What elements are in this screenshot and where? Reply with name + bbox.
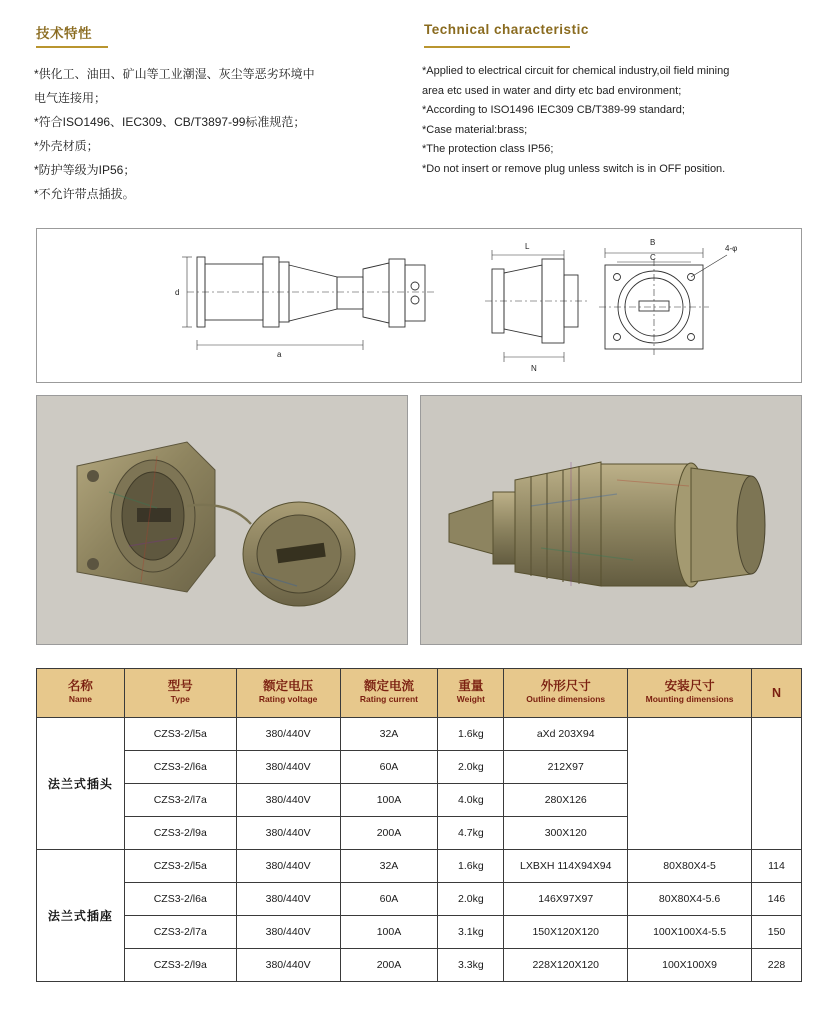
cell-current: 100A <box>340 784 438 817</box>
cell-outline: 150X120X120 <box>504 916 628 949</box>
cell-voltage: 380/440V <box>236 817 340 850</box>
section-title-en: Technical characteristic <box>424 22 589 37</box>
table-row <box>37 718 802 751</box>
spec-line-en: area etc used in water and dirty etc bad environment; <box>422 84 682 97</box>
drawing-label-L: L <box>525 242 530 251</box>
cell-type: CZS3-2/l9a <box>124 817 236 850</box>
specification-table <box>36 668 802 982</box>
photo-content-socket <box>37 396 407 644</box>
cell-current: 200A <box>340 817 438 850</box>
drawing-label-holes: 4-φ <box>725 244 738 253</box>
cell-current: 100A <box>340 916 438 949</box>
column-header-mounting: 安装尺寸 Mounting dimensions <box>628 669 752 718</box>
cell-weight: 1.6kg <box>438 850 504 883</box>
column-header-voltage: 额定电压 Rating voltage <box>236 669 340 718</box>
spec-line-en: *The protection class IP56; <box>422 143 554 155</box>
spec-list-en <box>422 62 800 179</box>
table-row <box>37 883 802 916</box>
column-header-n: N <box>752 669 802 718</box>
spec-list-cn <box>34 62 394 206</box>
cell-type: CZS3-2/l7a <box>124 784 236 817</box>
drawing-label-C: C <box>650 253 656 262</box>
product-photo-plug <box>420 395 802 645</box>
cell-mounting: 100X100X9 <box>628 949 752 982</box>
section-title-cn: 技术特性 <box>36 26 92 41</box>
spec-line-cn: *外壳材质； <box>34 139 99 153</box>
spec-line-cn: 电气连接用； <box>34 91 107 105</box>
cell-n: 228 <box>752 949 802 982</box>
cell-type: CZS3-2/l6a <box>124 751 236 784</box>
drawing-label-N: N <box>531 364 537 373</box>
cell-weight: 1.6kg <box>438 718 504 751</box>
cell-weight: 2.0kg <box>438 883 504 916</box>
table-row <box>37 916 802 949</box>
column-header-type: 型号 Type <box>124 669 236 718</box>
cell-type: CZS3-2/l5a <box>124 850 236 883</box>
table-row <box>37 850 802 883</box>
spec-line-cn: *防护等级为IP56； <box>34 163 136 177</box>
drawing-label-B: B <box>650 238 656 247</box>
photo-content-plug <box>421 396 801 644</box>
column-header-name: 名称 Name <box>37 669 125 718</box>
column-header-current: 额定电流 Rating current <box>340 669 438 718</box>
cell-weight: 3.3kg <box>438 949 504 982</box>
column-header-outline: 外形尺寸 Outline dimensions <box>504 669 628 718</box>
cell-type: CZS3-2/l9a <box>124 949 236 982</box>
cell-outline: aXd 203X94 <box>504 718 628 751</box>
cell-outline: LXBXH 114X94X94 <box>504 850 628 883</box>
product-photo-socket <box>36 395 408 645</box>
cell-n: 150 <box>752 916 802 949</box>
cell-mounting: 80X80X4-5 <box>628 850 752 883</box>
cell-n: 114 <box>752 850 802 883</box>
spec-line-en: *Applied to electrical circuit for chemical industry,oil field mining <box>422 65 730 77</box>
cell-outline: 300X120 <box>504 817 628 850</box>
spec-line-cn: *供化工、油田、矿山等工业潮湿、灰尘等恶劣环境中 <box>34 67 315 81</box>
cell-weight: 4.0kg <box>438 784 504 817</box>
cell-outline: 212X97 <box>504 751 628 784</box>
cell-voltage: 380/440V <box>236 751 340 784</box>
table-header-row <box>37 669 802 718</box>
cell-current: 60A <box>340 883 438 916</box>
cell-voltage: 380/440V <box>236 916 340 949</box>
cell-mounting-empty <box>628 718 752 850</box>
cell-voltage: 380/440V <box>236 784 340 817</box>
cell-mounting: 80X80X4-5.6 <box>628 883 752 916</box>
cell-type: CZS3-2/l7a <box>124 916 236 949</box>
cell-type: CZS3-2/l5a <box>124 718 236 751</box>
technical-drawing-svg <box>37 229 801 382</box>
drawing-label-a: a <box>277 350 282 359</box>
table-row <box>37 949 802 982</box>
technical-drawing-panel <box>36 228 802 383</box>
cell-weight: 4.7kg <box>438 817 504 850</box>
column-header-weight: 重量 Weight <box>438 669 504 718</box>
cell-current: 32A <box>340 718 438 751</box>
drawing-label-d: d <box>175 288 180 297</box>
cell-n-empty <box>752 718 802 850</box>
spec-line-en: *Case material:brass; <box>422 123 528 136</box>
spec-line-en: *Do not insert or remove plug unless switch is in OFF position. <box>422 162 726 175</box>
spec-line-cn: *不允许带点插拔。 <box>34 187 135 201</box>
heading-underline-cn <box>36 46 108 48</box>
cell-outline: 146X97X97 <box>504 883 628 916</box>
heading-underline-en <box>424 46 570 48</box>
cell-voltage: 380/440V <box>236 949 340 982</box>
cell-weight: 3.1kg <box>438 916 504 949</box>
cell-weight: 2.0kg <box>438 751 504 784</box>
cell-outline: 280X126 <box>504 784 628 817</box>
group-name-plug: 法兰式插头 <box>37 718 125 850</box>
group-name-socket: 法兰式插座 <box>37 850 125 982</box>
cell-type: CZS3-2/l6a <box>124 883 236 916</box>
cell-voltage: 380/440V <box>236 850 340 883</box>
cell-voltage: 380/440V <box>236 883 340 916</box>
cell-n: 146 <box>752 883 802 916</box>
cell-mounting: 100X100X4-5.5 <box>628 916 752 949</box>
cell-current: 200A <box>340 949 438 982</box>
cell-current: 32A <box>340 850 438 883</box>
cell-current: 60A <box>340 751 438 784</box>
cell-voltage: 380/440V <box>236 718 340 751</box>
cell-outline: 228X120X120 <box>504 949 628 982</box>
spec-line-cn: *符合ISO1496、IEC309、CB/T3897-99标准规范； <box>34 115 306 129</box>
spec-line-en: *According to ISO1496 IEC309 CB/T389-99 standard; <box>422 104 685 116</box>
